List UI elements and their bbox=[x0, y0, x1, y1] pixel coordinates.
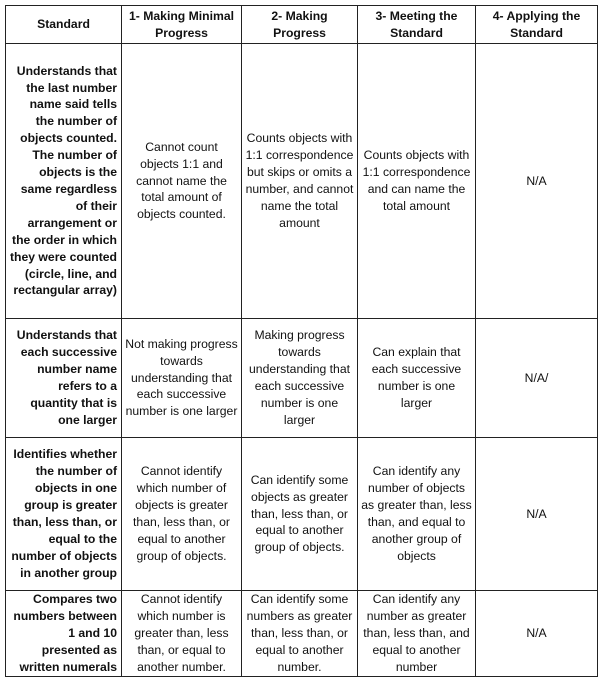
applying-cell bbox=[476, 44, 598, 319]
table-row bbox=[6, 438, 598, 591]
standard-text: Identifies whether the number of objects in one group is greater than, less than, or equal to the number of objects in another group bbox=[11, 447, 117, 580]
header-meeting-standard: 3- Meeting the Standard bbox=[358, 6, 476, 44]
rubric-table bbox=[5, 5, 598, 677]
progress-cell bbox=[242, 44, 358, 319]
progress-cell bbox=[242, 591, 358, 677]
progress-text: Can identify some objects as greater than, less than, or equal to another group of objects. bbox=[250, 472, 349, 555]
standard-text: Understands that each successive number name refers to a quantity that is one larger bbox=[16, 328, 117, 427]
applying-text: N/A bbox=[526, 506, 547, 521]
meeting-cell bbox=[358, 438, 476, 591]
minimal-text: Not making progress towards understanding that each successive number is one larger bbox=[125, 336, 238, 419]
meeting-text: Counts objects with 1:1 correspondence and can name the total amount bbox=[362, 148, 471, 213]
meeting-cell bbox=[358, 591, 476, 677]
minimal-text: Cannot count objects 1:1 and cannot name the total amount of objects counted. bbox=[136, 139, 227, 222]
meeting-cell bbox=[358, 319, 476, 438]
standard-cell bbox=[6, 591, 122, 677]
minimal-cell bbox=[122, 44, 242, 319]
standard-cell bbox=[6, 44, 122, 319]
meeting-text: Can explain that each successive number is one larger bbox=[371, 345, 462, 410]
minimal-cell bbox=[122, 319, 242, 438]
header-standard: Standard bbox=[6, 6, 122, 44]
header-row bbox=[6, 6, 598, 44]
minimal-text: Cannot identify which number is greater than, less than, or equal to another number. bbox=[134, 592, 229, 674]
table-row bbox=[6, 44, 598, 319]
standard-cell bbox=[6, 319, 122, 438]
meeting-text: Can identify any number of objects as greater than, less than, and equal to another group of objects bbox=[361, 464, 472, 563]
progress-text: Counts objects with 1:1 correspondence but skips or omits a number, and cannot name the total amount bbox=[245, 131, 354, 230]
progress-cell bbox=[242, 319, 358, 438]
meeting-text: Can identify any number as greater than, less than, and equal to another number bbox=[363, 592, 470, 674]
minimal-cell bbox=[122, 591, 242, 677]
standard-text: Understands that the last number name said tells the number of objects counted. The number of objects is the same regardless of their arrangement or the order in which they were counted (circle, line, and rectangular array) bbox=[9, 63, 117, 298]
meeting-cell bbox=[358, 44, 476, 319]
header-minimal-progress: 1- Making Minimal Progress bbox=[122, 6, 242, 44]
applying-text: N/A/ bbox=[524, 370, 549, 385]
header-applying-standard: 4- Applying the Standard bbox=[476, 6, 598, 44]
table-row bbox=[6, 319, 598, 438]
header-making-progress: 2- Making Progress bbox=[242, 6, 358, 44]
progress-text: Can identify some numbers as greater than, less than, or equal to another number. bbox=[246, 592, 353, 674]
standard-text: Compares two numbers between 1 and 10 presented as written numerals bbox=[13, 592, 117, 674]
table-row bbox=[6, 591, 598, 677]
applying-cell bbox=[476, 438, 598, 591]
applying-text: N/A bbox=[526, 173, 547, 188]
progress-cell bbox=[242, 438, 358, 591]
applying-text: N/A bbox=[526, 626, 547, 641]
standard-cell bbox=[6, 438, 122, 591]
progress-text: Making progress towards understanding that each successive number is one larger bbox=[249, 328, 350, 427]
applying-cell bbox=[476, 591, 598, 677]
applying-cell bbox=[476, 319, 598, 438]
minimal-text: Cannot identify which number of objects is greater than, less than, or equal to another group of objects. bbox=[133, 464, 230, 563]
minimal-cell bbox=[122, 438, 242, 591]
